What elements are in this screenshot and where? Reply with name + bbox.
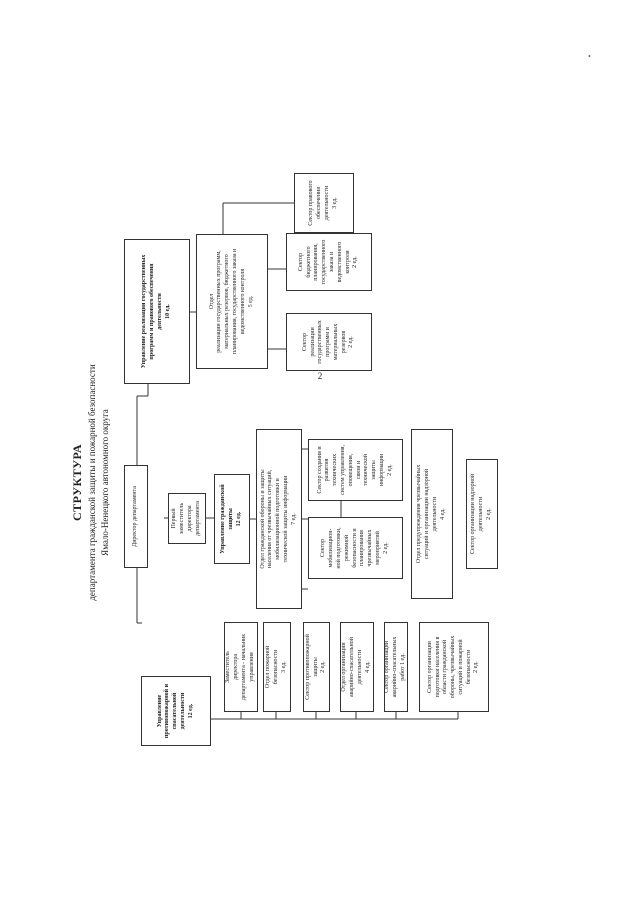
left-item-fire-safety: Отдел пожарной безопасности 3 ед. — [263, 622, 291, 712]
chart-subtitle-line1: департамента гражданской защиты и пожарной безопасности — [87, 364, 97, 601]
left-item-rescue-works: Сектор организации аварийно-спасательных работ 1 ед. — [384, 622, 408, 712]
right-sector-budget: Сектор бюджетного планирования, государственного заказа и ведомственного контроля 2 ед. — [286, 233, 372, 291]
left-item-population-training: Сектор организации подготовки населения в области гражданской обороны, чрезвычайных ситуаций и пожарной безопасности 2 ед. — [419, 622, 489, 712]
middle-branch-head: Управление гражданской защиты 12 ед. — [214, 474, 250, 564]
director-box: Директор департамента — [124, 465, 148, 568]
left-item-rescue-dept: Отдел организации аварийно-спасательной деятельности 4 ед. — [340, 622, 374, 712]
page-number: 2 — [317, 371, 323, 381]
right-branch-head: Управление реализации государственных программ и правового обеспечения деятельности 10 ед. — [124, 239, 190, 384]
right-dept-programs: Отдел реализации государственных программ, материальных резервов, бюджетного планирования, государственного заказа и ведомственного контроля 5 ед. — [196, 234, 268, 369]
middle-dept-civil-defense: Отдел гражданской обороны и защиты населения от чрезвычайных ситуаций, мобилизационной подготовки и технической защиты информации 7 ед. — [256, 429, 302, 609]
middle-sector-supervision: Сектор организации надзорной деятельности 2 ед. — [466, 459, 498, 569]
left-branch-head: Управление противопожарной и спасательной деятельности 12 ед. — [141, 676, 211, 746]
left-item-fire-protection: Сектор противопожарной защиты 2 ед. — [303, 622, 330, 712]
chart-subtitle-line2: Ямало-Ненецкого автономного округа — [100, 409, 110, 556]
right-sector-programs: Сектор реализации государственных программ и материальных резервов 2 ед. — [286, 313, 372, 371]
org-chart — [66, 96, 578, 869]
chart-title: СТРУКТУРА — [70, 444, 84, 521]
right-sector-legal: Сектор правового обеспечения деятельности 3 ед. — [294, 173, 354, 233]
middle-dept-prevention: Отдел предупреждения чрезвычайных ситуаций и организации надзорной деятельности 4 ед. — [411, 429, 453, 599]
corner-mark: • — [588, 52, 591, 61]
org-chart-flip — [66, 0, 578, 739]
middle-sector-mobilization: Сектор мобилизацион- ной подготовки, режимной безопасности и планирования чрезвычайных мероприятий 2 ед. — [308, 517, 403, 579]
first-deputy-box: Первый заместитель директора департамента — [168, 493, 206, 544]
org-chart-rotated — [66, 96, 578, 869]
left-item-deputy: Заместитель директора департамента - начальник управления — [224, 622, 258, 712]
middle-sector-tech-systems: Сектор создания и развития технических систем управления, оповещения, связи и технической защиты информации 2 ед. — [308, 439, 403, 501]
